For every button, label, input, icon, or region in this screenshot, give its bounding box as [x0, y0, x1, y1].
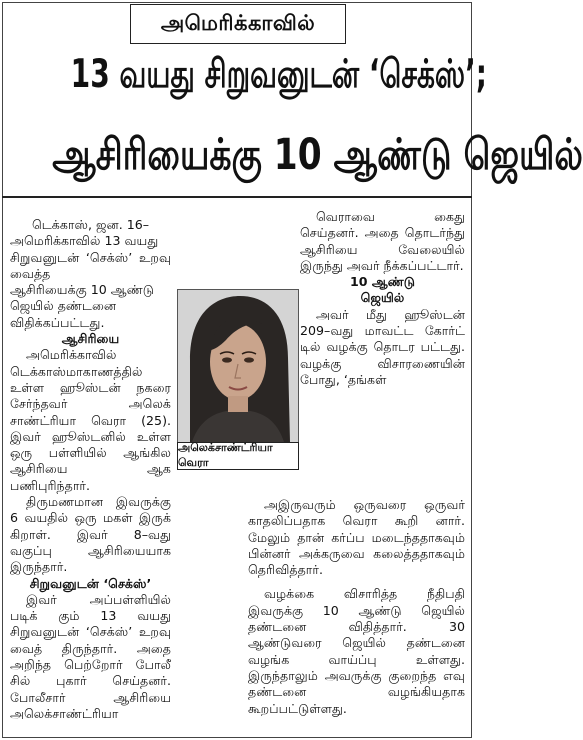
- headline-line-2: ஆசிரியைக்கு 10 ஆண்டு ஜெயில்: [52, 130, 583, 180]
- subheading-boy: சிறுவனுடன் ‘செக்ஸ்’: [29, 575, 152, 591]
- kicker-text: அமெரிக்காவில்: [160, 10, 316, 35]
- lead-line: ஆசிரியைக்கு 10 ஆண்டு: [10, 282, 154, 298]
- paragraph: அவர் மீது ஹூஸ்டன் 209–வது மாவட்ட கோர்ட் டில் வழக்கு தொடர பட்டது. வழக்கு விசாரணையின் போது, ‘தங்கள்: [300, 306, 465, 387]
- lead-line: சிறுவனுடன் ‘செக்ஸ்’ உறவு வைத்த: [10, 249, 171, 281]
- paragraph: வழக்கை விசாரித்த நீதிபதி இவருக்கு 10 ஆண்டு ஜெயில் தண்டனை விதித்தார். 30 ஆண்டுவரை ஜெயில் தண்டனை வழங்க வாய்ப்பு உள்ளது. இருந்தாலும் அவருக்கு குறைந்த எவு தண்டனை வழங்கியதாக கூறப்பட்டுள்ளது.: [248, 586, 465, 716]
- paragraph: திருமணமான இவருக்கு 6 வயதில் ஒரு மகள் இருக் கிறாள். இவர் 8–வது வகுப்பு ஆசிரியையாக இருந்தார்.: [10, 494, 171, 575]
- lead-line: அமெரிக்காவில் 13 வயது: [10, 233, 159, 249]
- article-column-bottom: [248, 497, 465, 717]
- caption-text: அலெக்சாண்ட்ரியா வெரா: [178, 441, 273, 469]
- paragraph: அஇருவரும் ஒருவரை ஒருவர் காதலிப்பதாக வெரா கூறி னார். மேலும் தான் கர்ப்ப மடைந்ததாகவும் பின்னர் அக்கருவை கலைத்ததாகவும் தெரிவித்தார்.: [248, 497, 465, 578]
- section-kicker: [130, 4, 346, 44]
- lead-line: ஜெயில் தண்டனை: [10, 298, 117, 314]
- subheading-teacher: ஆசிரியை: [61, 331, 120, 347]
- article-column-left: [10, 217, 171, 722]
- photo-caption: [177, 442, 299, 470]
- paragraph: வெராவை கைது செய்தனர். அதை தொடர்ந்து ஆசிரியை வேலையில் இருந்து அவர் நீக்கப்பட்டார்.: [300, 209, 465, 273]
- subheading-jail-line-2: ஜெயில்: [360, 290, 405, 306]
- dateline: டெக்காஸ், ஜன. 16–: [31, 217, 150, 232]
- headline-line-1: 13 வயது சிறுவனுடன் ‘செக்ஸ்’;: [70, 52, 487, 97]
- lead-line: விதிக்கப்பட்டது.: [10, 314, 105, 330]
- paragraph: இவர் அப்பள்ளியில் படிக் கும் 13 வயது சிறுவனுடன் ‘செக்ஸ்’ உறவு வைத் திருந்தார். அதை அறிந்த பெற்றோர் போலீ சில் புகார் செய்தனர். போலீசார் ஆசிரியை அலெக்சாண்ட்ரியா: [10, 591, 171, 721]
- paragraph: அமெரிக்காவில் டெக்காஸ்மாகாணத்தில் உள்ள ஹூஸ்டன் நகரை சேர்ந்தவர் அலெக் சாண்ட்ரியா வெரா (25). இவர் ஹூஸ்டனில் உள்ள ஒரு பள்ளியில் ஆங்கில ஆசிரியை ஆக பணிபுரிந்தார்.: [10, 347, 171, 493]
- article-column-right: [300, 209, 465, 388]
- portrait-photo: [177, 289, 299, 443]
- subheading-jail-line-1: 10 ஆண்டு: [349, 274, 416, 290]
- headline-rule: [2, 196, 472, 198]
